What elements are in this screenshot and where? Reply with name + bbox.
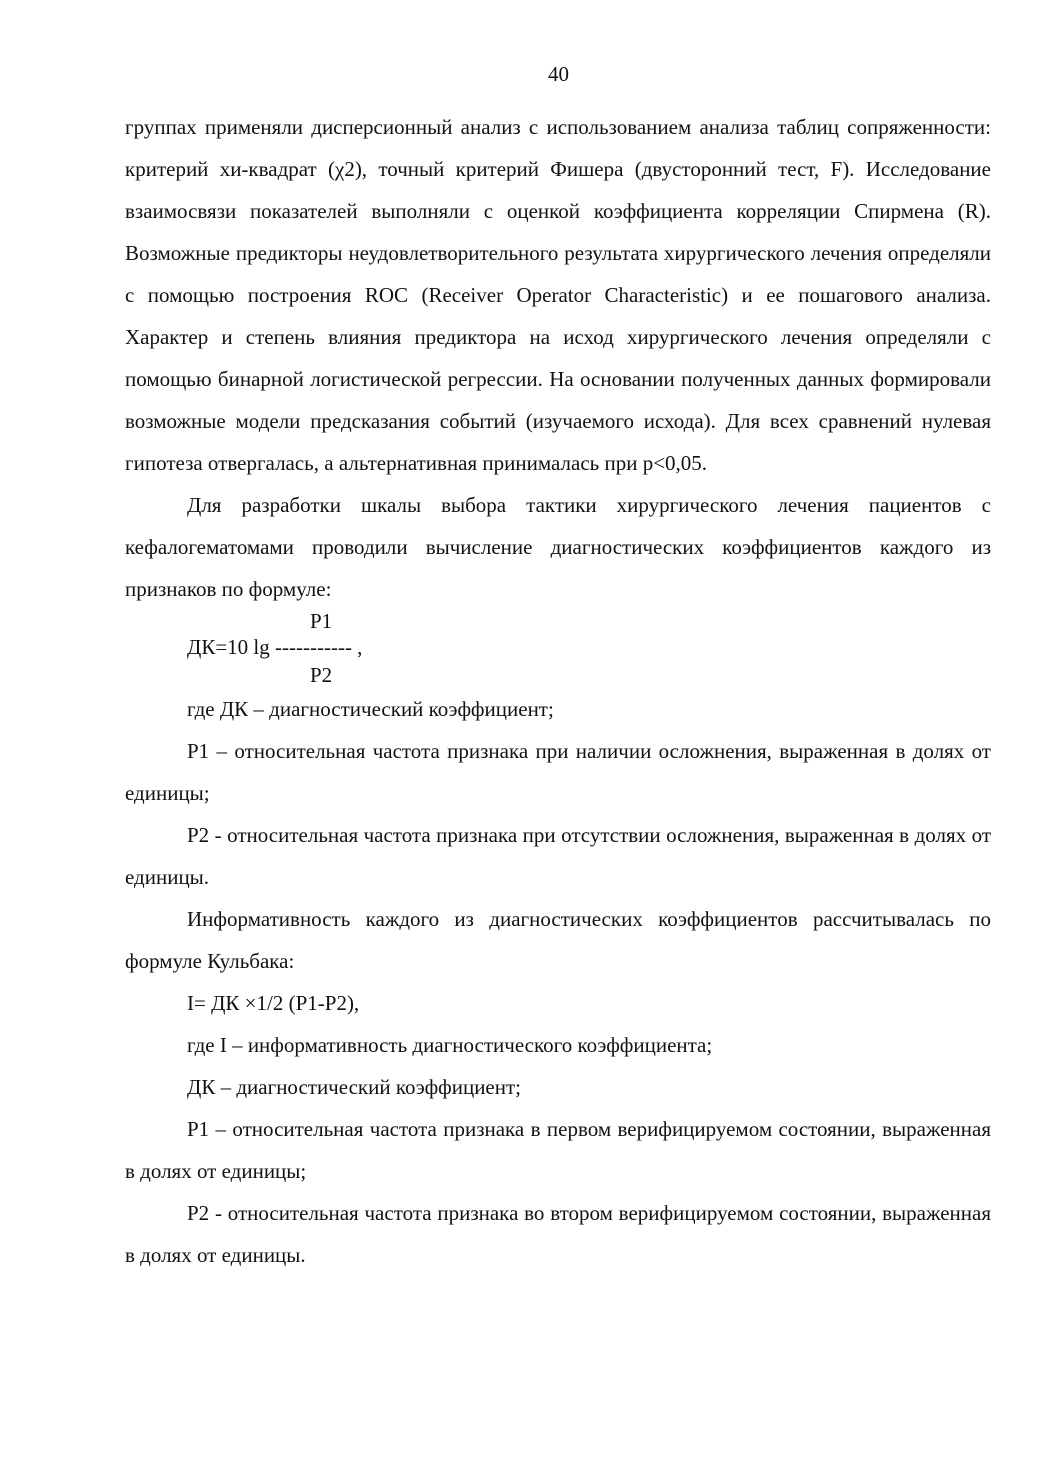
formula-kullback: I= ДК ×1/2 (Р1-Р2), [187,991,360,1015]
paragraph-informativeness: Информативность каждого из диагностических коэффициентов рассчитывалась по формуле Кульбака: [125,907,991,973]
definition-i: где I – информативность диагностического коэффициента; [187,1033,713,1057]
definition-p1-state: Р1 – относительная частота признака в первом верифицируемом состоянии, выраженная в долях от единицы; [125,1117,991,1183]
definition-dk-2: ДК – диагностический коэффициент; [187,1075,522,1099]
paragraph-statistics: группах применяли дисперсионный анализ с использованием анализа таблиц сопряженности: критерий хи-квадрат (χ2), точный критерий Фишера (двусторонний тест, F). Исследование взаимосвязи показателей выполняли с оценкой коэффициента корреляции Спирмена (R). Возможные предикторы неудовлетворительного результата хирургического лечения определяли с помощью построения ROC (Receiver Operator Characteristic) и ее пошагового анализа. Характер и степень влияния предиктора на исход хирургического лечения определяли с помощью бинарной логистической регрессии. На основании полученных данных формировали возможные модели предсказания событий (изучаемого исхода). Для всех сравнений нулевая гипотеза отвергалась, а альтернативная принималась при р<0,05. [125,115,991,475]
document-body [125,106,991,1276]
formula-numerator: Р1 [310,609,333,633]
definition-p2: Р2 - относительная частота признака при отсутствии осложнения, выраженная в долях от единицы. [125,823,991,889]
formula-main: ДК=10 lg ----------- , [187,635,363,659]
page-number: 40 [548,62,569,86]
definition-p1: Р1 – относительная частота признака при наличии осложнения, выраженная в долях от единицы; [125,739,991,805]
definition-p2-state: Р2 - относительная частота признака во втором верифицируемом состоянии, выраженная в долях от единицы. [125,1201,991,1267]
formula-diagnostic-coefficient [125,610,991,688]
paragraph-scale-development: Для разработки шкалы выбора тактики хирургического лечения пациентов с кефалогематомами проводили вычисление диагностических коэффициентов каждого из признаков по формуле: [125,493,991,601]
definition-dk: где ДК – диагностический коэффициент; [187,697,554,721]
formula-denominator: Р2 [310,663,333,687]
